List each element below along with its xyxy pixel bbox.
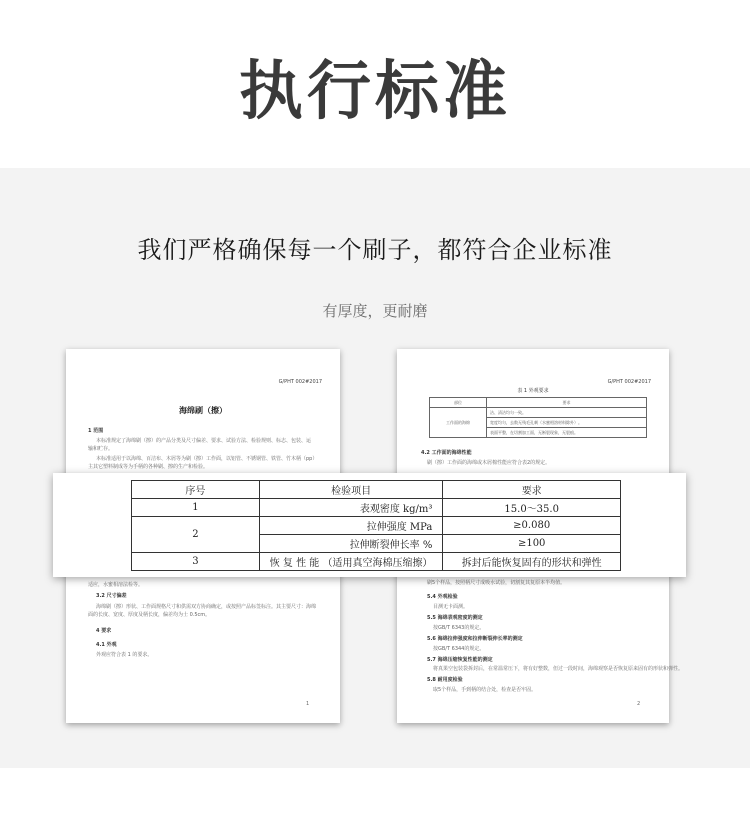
test-item: 表观密度 kg/m³ xyxy=(259,499,443,517)
paragraph-line: 本标准适用于以海绵、百洁布、木屑等为刷（擦）工作面，以铝管、不锈钢管、铁管、竹木柄（pp） xyxy=(96,456,318,462)
standard-number: G/PHT 002#2017 xyxy=(607,379,651,385)
section-heading: 4.2 工作面的海绵性能 xyxy=(421,450,472,456)
section-heading: 1 范围 xyxy=(88,428,104,434)
table-header-cell: 要求 xyxy=(487,398,647,408)
paragraph-line: 刷5个样品，按照柄尺寸成吸水试验，切割复其复原本半均值。 xyxy=(427,580,566,586)
page-number: 2 xyxy=(637,701,641,707)
paragraph-line: 将真果空包装袋拆封后，在常温常压下，将有好整数，但过一段时间，海绵观察是否恢复原来固有的形状和弹性。 xyxy=(433,666,684,672)
table-cell: 工作面的海绵 xyxy=(430,408,487,438)
page-number: 1 xyxy=(306,701,310,707)
column-header-item: 检验项目 xyxy=(259,481,443,499)
table-caption: 表 1 外观要求 xyxy=(517,388,549,394)
paragraph-line: 按GB/T 6344的规定。 xyxy=(433,646,485,652)
section-heading: 3.2 尺寸偏差 xyxy=(96,593,127,599)
table-header-cell: 部位 xyxy=(430,398,487,408)
section-heading: 5.6 海绵拉伸强度和拉伸断裂伸长率的测定 xyxy=(427,636,523,642)
test-item: 恢 复 性 能 （适用真空海棉压缩擦） xyxy=(259,553,443,571)
paragraph-line: 取5个样品，手到柄的结合处，检查是否牢固。 xyxy=(433,687,537,693)
column-header-no: 序号 xyxy=(132,481,260,499)
table-cell: 表面平整，在切割加工面，无断裂现象，无裂痕。 xyxy=(487,428,647,438)
table-row xyxy=(132,553,621,571)
paragraph-line: 输和贮存。 xyxy=(88,446,114,452)
column-header-requirement: 要求 xyxy=(443,481,621,499)
test-item: 拉伸强度 MPa xyxy=(259,517,443,535)
paragraph-line: 面的长度、宽度、厚度及柄长度，偏差均为士 0.5cm。 xyxy=(88,612,211,618)
table-row xyxy=(132,499,621,517)
table-row xyxy=(132,517,621,535)
page-title: 执行标准 xyxy=(239,55,511,129)
paragraph-line: 刷（擦）工作面的海绵或木屑棉性能应符合表2的规定。 xyxy=(427,460,551,466)
requirement: ≥100 xyxy=(443,535,621,553)
paragraph-line: 目测无卡面测。 xyxy=(433,604,469,610)
paragraph-line: 本标准规定了海绵刷（擦）的产品分类及尺寸偏差、要求、试验方法、检验规则、标志、包装、运 xyxy=(96,438,312,444)
header-section xyxy=(0,0,750,168)
standard-number: G/PHT 002#2017 xyxy=(278,379,322,385)
row-number: 3 xyxy=(132,553,260,571)
section-heading: 5.4 外观检验 xyxy=(427,594,458,600)
section-heading: 5.7 海绵压缩恢复性能的测定 xyxy=(427,657,493,663)
standard-table-card xyxy=(53,473,686,577)
section-heading: 5.8 耐用度检验 xyxy=(427,677,463,683)
standard-table xyxy=(131,480,621,571)
subtitle: 有厚度，更耐磨 xyxy=(322,302,428,320)
paragraph-line: 海绵刷（擦）形状、工作面规格尺寸和供需双方协商确定，或按照产品标签标注。其主要尺寸：海绵 xyxy=(96,604,317,610)
document-title: 海绵刷（擦） xyxy=(179,406,227,415)
row-number: 1 xyxy=(132,499,260,517)
slogan: 我们严格确保每一个刷子，都符合企业标准 xyxy=(137,236,613,264)
section-heading: 5.5 海绵表观密度的测定 xyxy=(427,615,483,621)
paragraph-line: 按GB/T 6343的规定。 xyxy=(433,625,485,631)
table-cell: 洁、清洁均匀一致。 xyxy=(487,408,647,418)
appearance-table xyxy=(429,397,647,438)
paragraph-line: 适应，水蜜相溶法检等。 xyxy=(88,582,144,588)
requirement: 拆封后能恢复固有的形状和弹性 xyxy=(443,553,621,571)
table-cell: 宽度均匀，去数无残毛孔刺（水蜜相溶材料除外）。 xyxy=(487,418,647,428)
paragraph-line: 主其它塑料制成等为手柄的各种刷、擦的生产和检验。 xyxy=(88,464,209,470)
section-heading: 4.1 外观 xyxy=(96,642,117,648)
section-heading: 4 要求 xyxy=(96,628,112,634)
test-item: 拉伸断裂伸长率 % xyxy=(259,535,443,553)
table-header-row xyxy=(132,481,621,499)
requirement: ≥0.080 xyxy=(443,517,621,535)
row-number: 2 xyxy=(132,517,260,553)
paragraph-line: 外观应符合表 1 的要求。 xyxy=(96,652,153,658)
requirement: 15.0～35.0 xyxy=(443,499,621,517)
